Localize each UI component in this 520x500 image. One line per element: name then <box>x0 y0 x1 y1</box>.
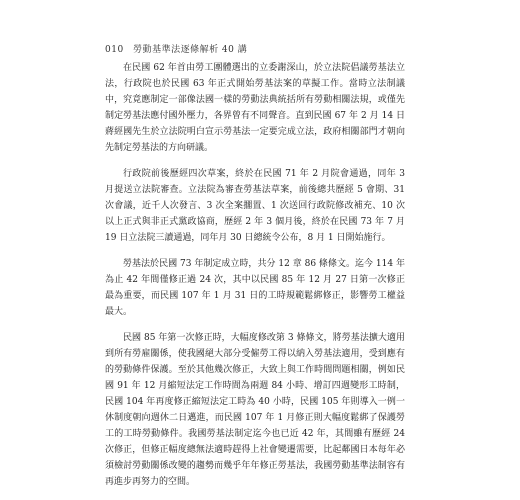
page-header <box>105 42 460 55</box>
paragraph: 在民國 62 年首由勞工團體選出的立委謝深山，於立法院倡議勞基法立法，行政院也於民國 63 年正式開始勞基法案的草擬工作。當時立法制議中，究竟應制定一部像法國一樣的勞動法典統括所有勞動相關法規，或僅先制定勞基法應付國外壓力，各界曾有不同聲音。直到民國 67 年 2 月 14 日蔣經國先生於立法院明白宣示勞基法一定要完成立法，政府相關部門才朝向先制定勞基法的方向研議。 <box>105 63 405 153</box>
running-title: 勞動基準法逐條解析 40 講 <box>133 45 248 55</box>
paragraph: 勞基法於民國 73 年制定成立時，共分 12 章 86 條條文。迄今 114 年為止 42 年間僅修正過 24 次，其中以民國 85 年 12 月 27 日第一次修正最為重要，而民國 107 年 1 月 31 日的工時規範鬆綁修正，影響勞工權益最大。 <box>105 259 405 317</box>
paragraph: 民國 85 年第一次修正時，大幅度修改第 3 條條文，將勞基法擴大適用到所有勞雇關係，使我國絕大部分受僱勞工得以納入勞基法適用，受到應有的勞動條件保護。至於其他幾次修正，大致上與工作時間問題相關，例如民國 91 年 12 月縮短法定工作時間為兩週 84 小時、增訂四週變形工時制，民國 104 年再度修正縮短法定工時為 40 小時，民國 105 年則導入一例一休制度朝向週休二日邁進，而民國 107 年 1 月修正則大幅度鬆綁了保護勞工的工時勞動條件。我國勞基法制定迄今也已近 42 年，其間雖有歷經 24 次修正，但修正幅度總無法適時趕得上社會變遷需要，比起鄰國日本每年必須檢討勞動關係改變的趨勢而幾乎年年修正勞基法，我國勞動基準法制容有再進步再努力的空間。 <box>105 333 405 487</box>
paragraph: 行政院前後歷經四次草案，終於在民國 71 年 2 月院會通過，同年 3 月提送立法院審查。立法院為審查勞基法草案，前後總共歷經 5 會期、31 次會議，近千人次發言、3 次全案擱置、1 次送回行政院修改補充、10 次以上正式與非正式黨政協商，歷經 2 年 3 個月後，終於在民國 73 年 7 月 19 日立法院三讀通過，同年月 30 日總統令公布，8 月 1 日開始施行。 <box>105 169 405 243</box>
page-number: 010 <box>105 45 124 55</box>
body-text <box>105 60 405 500</box>
